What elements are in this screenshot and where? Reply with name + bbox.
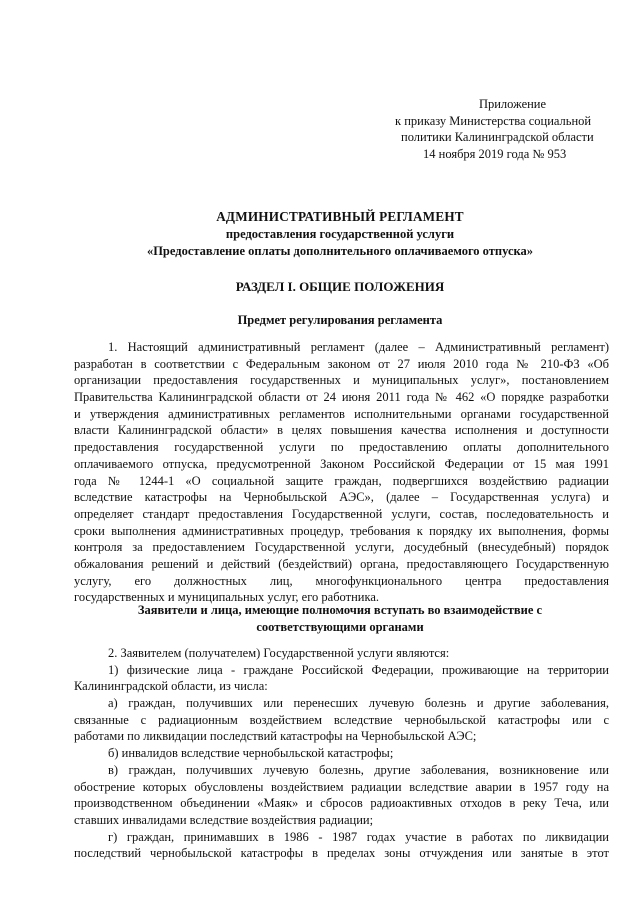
text-line: государственных и муниципальных услуг, его работника. (74, 590, 380, 605)
text-line: обострение которых обусловлены воздействием радиации вследствие аварии в 1957 году на (74, 779, 609, 794)
applicants-heading-line-1: Заявители и лица, имеющие полномочия вступать во взаимодействие с (137, 603, 543, 617)
text-line: б) инвалидов вследствие чернобыльской катастрофы; (108, 746, 394, 761)
text-line: г) граждан, принимавших в 1986 - 1987 годах участие в работах по ликвидации (108, 829, 609, 844)
text-line: предоставления государственной услуги по предоставлению оплаты дополнительного (74, 440, 609, 455)
text-line: 2. Заявителем (получателем) Государственной услуги являются: (108, 646, 450, 660)
text-line: 1) физические лица - граждане Российской Федерации, проживающие на территории (108, 662, 609, 677)
text-line: работами по ликвидации последствий катастрофы на Чернобыльской АЭС; (74, 729, 477, 744)
paragraph-1 (74, 339, 609, 606)
text-line: власти Калининградской области» в целях повышения качества исполнения и доступности (74, 423, 609, 438)
text-line: производственном объединении «Маяк» и сбросов радиоактивных отходов в реку Теча, или (74, 796, 609, 811)
appendix-order-ref: к приказу Министерства социальной (395, 113, 592, 128)
text-line: последствий чернобыльской катастрофы в пределах зоны отчуждения или занятые в этот (74, 846, 609, 861)
appendix-ministry: политики Калининградской области (401, 130, 594, 144)
appendix-block (395, 96, 610, 162)
text-line: определяет стандарт предоставления Государственной услуги, состав, последовательность и (74, 506, 609, 521)
text-line: и утверждения административных регламентов исполнительными органами государственной (74, 406, 609, 421)
text-line: организации предоставления государственных и муниципальных услуг», постановлением (74, 373, 609, 388)
document-subtitle-1: предоставления государственной услуги (225, 227, 455, 241)
text-line: сроки выполнения административных процедур, требования к порядку их выполнения, формы (74, 523, 609, 538)
appendix-date-number: 14 ноября 2019 года № 953 (423, 146, 567, 161)
section-heading: РАЗДЕЛ I. ОБЩИЕ ПОЛОЖЕНИЯ (235, 279, 445, 294)
applicants-heading-line-2: соответствующими органами (256, 620, 424, 634)
subject-heading: Предмет регулирования регламента (237, 313, 443, 327)
document-title: АДМИНИСТРАТИВНЫЙ РЕГЛАМЕНТ (216, 209, 464, 224)
text-line: оплачиваемого отпуска, предусмотренной Законом Российской Федерации от 15 мая 1991 (74, 456, 609, 471)
paragraph-2 (74, 645, 609, 862)
text-line: контроля за предоставлением Государственной услуги, досудебный (внесудебный) порядок (74, 540, 609, 555)
appendix-label: Приложение (478, 97, 547, 111)
text-line: а) граждан, получивших или перенесших лучевую болезнь и другие заболевания, (108, 696, 609, 711)
text-line: в) граждан, получивших лучевую болезнь, другие заболевания, возникновение или (108, 762, 609, 777)
text-line: связанные с радиационным воздействием вследствие чернобыльской катастрофы или с (74, 712, 609, 727)
text-line: года № 1244-1 «О социальной защите граждан, подвергшихся воздействию радиации (74, 473, 609, 488)
text-line: Калининградской области, из числа: (74, 679, 268, 694)
text-line: разработан в соответствии с Федеральным законом от 27 июля 2010 года № 210-ФЗ «Об (74, 356, 609, 371)
text-line: услугу, его должностных лиц, многофункционального центра предоставления (74, 573, 609, 588)
text-line: ставших инвалидами вследствие воздействия радиации; (74, 812, 374, 827)
text-line: 1. Настоящий административный регламент (далее – Административный регламент) (108, 340, 609, 354)
text-line: вследствие катастрофы на Чернобыльской АЭС», (далее – Государственная услуга) и (74, 490, 609, 505)
text-line: обжалования решений и действий (бездействий) органа, предоставляющего Государственную (74, 556, 609, 571)
text-line: Правительства Калининградской области от 24 июня 2011 года № 462 «О порядке разработки (74, 390, 609, 405)
document-subtitle-2: «Предоставление оплаты дополнительного оплачиваемого отпуска» (146, 244, 534, 258)
